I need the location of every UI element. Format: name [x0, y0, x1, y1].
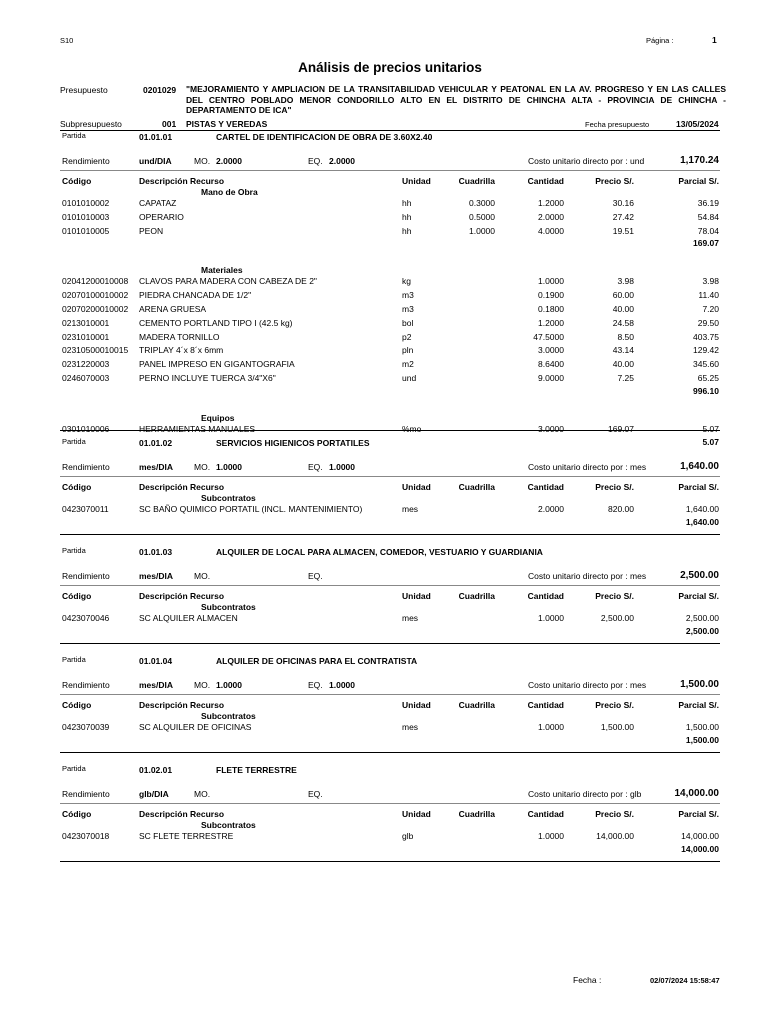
rendimiento-unit: mes/DIA [139, 680, 174, 690]
costo-unitario-label: Costo unitario directo por : glb [528, 789, 642, 799]
resource-precio: 8.50 [617, 331, 634, 342]
partida-code: 01.01.03 [139, 547, 173, 557]
resource-parcial: 3.98 [702, 276, 719, 287]
presupuesto-code: 0201029 [143, 85, 177, 95]
resource-codigo: 0231220003 [62, 359, 110, 370]
resource-codigo: 0301010006 [62, 423, 110, 434]
column-header-codigo: Código [62, 700, 92, 710]
resource-descripcion: CLAVOS PARA MADERA CON CABEZA DE 2" [139, 276, 317, 287]
costo-unitario-label: Costo unitario directo por : mes [528, 462, 647, 472]
column-header-cantidad: Cantidad [527, 176, 564, 186]
column-header-codigo: Código [62, 591, 92, 601]
eq-label: EQ. [308, 462, 323, 472]
resource-descripcion: SC FLETE TERRESTRE [139, 831, 234, 841]
resource-codigo: 0423070039 [62, 722, 110, 732]
resource-unidad: pln [402, 345, 414, 356]
resource-precio: 30.16 [612, 198, 634, 208]
resource-descripcion: PEON [139, 225, 164, 236]
resource-parcial: 36.19 [697, 198, 719, 208]
subpresupuesto-description: PISTAS Y VEREDAS [186, 119, 268, 129]
resource-cantidad: 2.0000 [538, 211, 564, 222]
resource-unidad: hh [402, 211, 412, 222]
resource-parcial: 14,000.00 [681, 831, 719, 841]
resource-parcial: 1,640.00 [685, 504, 719, 514]
resource-descripcion: SC ALQUILER DE OFICINAS [139, 722, 252, 732]
resource-precio: 7.25 [617, 373, 634, 383]
mo-label: MO. [194, 156, 211, 166]
resource-parcial: 65.25 [697, 373, 719, 383]
partida-bottom-divider [60, 643, 720, 644]
rendimiento-label: Rendimiento [62, 571, 110, 581]
resource-precio: 24.58 [612, 317, 634, 328]
mo-value: 1.0000 [216, 462, 242, 472]
group-subtotal: 1,640.00 [685, 516, 719, 527]
resource-descripcion: MADERA TORNILLO [139, 331, 220, 342]
resource-precio: 19.51 [612, 225, 634, 236]
resource-cantidad: 1.0000 [538, 831, 564, 841]
column-header-parcial: Parcial S/. [678, 809, 719, 819]
resource-descripcion: TRIPLAY 4´x 8´x 6mm [139, 345, 224, 356]
page-number: 1 [712, 35, 717, 45]
partida-name: ALQUILER DE OFICINAS PARA EL CONTRATISTA [216, 656, 418, 666]
column-header-cuadrilla: Cuadrilla [458, 591, 495, 601]
presupuesto-label: Presupuesto [60, 85, 108, 95]
mo-value: 1.0000 [216, 680, 242, 690]
group-subtotal: 5.07 [702, 436, 719, 447]
partida-label: Partida [62, 764, 86, 773]
partida-label: Partida [62, 546, 86, 555]
fecha-presupuesto-label: Fecha presupuesto [585, 120, 650, 129]
partida-label: Partida [62, 131, 86, 140]
column-header-codigo: Código [62, 176, 92, 186]
group-subtotal: 2,500.00 [685, 625, 719, 636]
column-header-cantidad: Cantidad [527, 591, 564, 601]
column-header-parcial: Parcial S/. [678, 176, 719, 186]
group-heading: Equipos [201, 412, 235, 423]
partida-bottom-divider [60, 430, 720, 431]
eq-value: 2.0000 [329, 156, 355, 166]
resource-precio: 60.00 [612, 290, 634, 301]
column-header-descripcion: Descripción Recurso [139, 591, 225, 601]
costo-unitario-label: Costo unitario directo por : mes [528, 571, 647, 581]
resource-descripcion: ARENA GRUESA [139, 304, 207, 314]
resource-parcial: 11.40 [698, 290, 719, 301]
resource-codigo: 0423070046 [62, 613, 110, 623]
resource-cuadrilla: 1.0000 [469, 225, 495, 236]
resource-unidad: mes [402, 722, 419, 732]
presupuesto-description: "MEJORAMIENTO Y AMPLIACION DE LA TRANSITABILIDAD VEHICULAR Y PEATONAL EN LA AV. PROGRESO Y EN LAS CALLES DEL CENTRO POBLADO MENOR CONDORILLO ALTO EN EL DISTRITO DE CHINCHA ALTA - PROVINCIA DE CHINCHA - DEPARTAMENTO DE ICA" [186, 84, 726, 115]
resource-precio: 1,500.00 [600, 722, 634, 732]
column-header-unidad: Unidad [402, 482, 431, 492]
column-header-parcial: Parcial S/. [678, 482, 719, 492]
resource-precio: 3.98 [617, 276, 634, 287]
header-divider [60, 130, 720, 131]
resource-cantidad: 1.0000 [538, 722, 564, 732]
rendimiento-unit: glb/DIA [139, 789, 169, 799]
group-subtotal: 169.07 [693, 238, 719, 249]
resource-cuadrilla: 0.5000 [469, 211, 495, 222]
partida-bottom-divider [60, 861, 720, 862]
eq-label: EQ. [308, 789, 323, 799]
column-header-parcial: Parcial S/. [678, 700, 719, 710]
mo-value: 2.0000 [216, 156, 242, 166]
resource-unidad: kg [402, 276, 411, 287]
mo-label: MO. [194, 789, 211, 799]
resource-parcial: 7.20 [702, 304, 719, 314]
column-header-unidad: Unidad [402, 176, 431, 186]
rendimiento-unit: mes/DIA [139, 462, 174, 472]
costo-unitario-label: Costo unitario directo por : mes [528, 680, 647, 690]
resource-codigo: 0101010003 [62, 211, 110, 222]
footer-fecha-value: 02/07/2024 15:58:47 [650, 976, 720, 985]
resource-unidad: mes [402, 504, 419, 514]
partida-separator [60, 694, 720, 695]
column-header-unidad: Unidad [402, 591, 431, 601]
rendimiento-label: Rendimiento [62, 462, 110, 472]
resource-parcial: 29.50 [697, 317, 719, 328]
partida-label: Partida [62, 655, 86, 664]
resource-cantidad: 0.1900 [538, 290, 564, 301]
resource-descripcion: PERNO INCLUYE TUERCA 3/4"X6" [139, 373, 276, 383]
group-heading: Mano de Obra [201, 187, 258, 197]
column-header-descripcion: Descripción Recurso [139, 809, 225, 819]
resource-parcial: 403.75 [693, 331, 719, 342]
costo-unitario-value: 1,640.00 [680, 461, 719, 472]
rendimiento-label: Rendimiento [62, 789, 110, 799]
resource-codigo: 0213010001 [62, 317, 110, 328]
group-subtotal: 1,500.00 [685, 734, 719, 745]
resource-precio: 169.07 [608, 423, 634, 434]
resource-descripcion: PANEL IMPRESO EN GIGANTOGRAFIA [139, 359, 295, 370]
partida-separator [60, 585, 720, 586]
resource-cantidad: 3.0000 [538, 423, 564, 434]
resource-codigo: 02070200010002 [62, 304, 129, 314]
system-code: S10 [60, 36, 74, 45]
rendimiento-label: Rendimiento [62, 156, 110, 166]
resource-parcial: 2,500.00 [685, 613, 719, 623]
partida-separator [60, 803, 720, 804]
column-header-codigo: Código [62, 809, 92, 819]
resource-codigo: 02310500010015 [62, 345, 129, 356]
column-header-cantidad: Cantidad [527, 482, 564, 492]
subpresupuesto-code: 001 [162, 119, 177, 129]
resource-codigo: 0423070018 [62, 831, 110, 841]
costo-unitario-label: Costo unitario directo por : und [528, 156, 645, 166]
resource-cantidad: 3.0000 [538, 345, 564, 356]
column-header-cuadrilla: Cuadrilla [458, 700, 495, 710]
column-header-cuadrilla: Cuadrilla [458, 176, 495, 186]
group-heading: Subcontratos [201, 493, 256, 503]
resource-unidad: m2 [402, 359, 414, 370]
resource-descripcion: PIEDRA CHANCADA DE 1/2" [139, 290, 252, 301]
resource-unidad: bol [402, 317, 414, 328]
partida-name: SERVICIOS HIGIENICOS PORTATILES [216, 438, 370, 448]
resource-cantidad: 1.2000 [538, 317, 564, 328]
page-title: Análisis de precios unitarios [298, 60, 482, 75]
rendimiento-unit: mes/DIA [139, 571, 174, 581]
partida-bottom-divider [60, 752, 720, 753]
resource-cuadrilla: 0.3000 [469, 198, 495, 208]
column-header-precio: Precio S/. [595, 700, 634, 710]
partida-label: Partida [62, 437, 86, 446]
resource-descripcion: CAPATAZ [139, 198, 177, 208]
partida-name: ALQUILER DE LOCAL PARA ALMACEN, COMEDOR, VESTUARIO Y GUARDIANIA [216, 547, 543, 557]
eq-value: 1.0000 [329, 680, 355, 690]
partida-code: 01.01.02 [139, 438, 173, 448]
partida-separator [60, 476, 720, 477]
resource-parcial: 129.42 [693, 345, 719, 356]
column-header-precio: Precio S/. [595, 809, 634, 819]
resource-precio: 2,500.00 [600, 613, 634, 623]
partida-code: 01.02.01 [139, 765, 173, 775]
resource-descripcion: CEMENTO PORTLAND TIPO I (42.5 kg) [139, 317, 293, 328]
resource-parcial: 5.07 [702, 423, 719, 434]
resource-cantidad: 2.0000 [538, 504, 564, 514]
mo-label: MO. [194, 571, 211, 581]
rendimiento-unit: und/DIA [139, 156, 172, 166]
resource-unidad: mes [402, 613, 419, 623]
mo-label: MO. [194, 680, 211, 690]
resource-precio: 27.42 [612, 211, 634, 222]
fecha-presupuesto-value: 13/05/2024 [676, 119, 719, 129]
resource-parcial: 345.60 [693, 359, 719, 370]
resource-precio: 40.00 [612, 304, 634, 314]
resource-unidad: glb [402, 831, 414, 841]
resource-precio: 43.14 [612, 345, 634, 356]
costo-unitario-value: 1,500.00 [680, 679, 719, 690]
resource-codigo: 02041200010008 [62, 276, 129, 287]
resource-precio: 820.00 [608, 504, 634, 514]
resource-cantidad: 4.0000 [538, 225, 564, 236]
resource-codigo: 0231010001 [62, 331, 110, 342]
column-header-precio: Precio S/. [595, 591, 634, 601]
column-header-descripcion: Descripción Recurso [139, 700, 225, 710]
group-heading: Subcontratos [201, 820, 256, 830]
costo-unitario-value: 14,000.00 [674, 788, 719, 799]
costo-unitario-value: 2,500.00 [680, 570, 719, 581]
partida-name: CARTEL DE IDENTIFICACION DE OBRA DE 3.60X2.40 [216, 132, 433, 142]
column-header-unidad: Unidad [402, 809, 431, 819]
column-header-cantidad: Cantidad [527, 700, 564, 710]
group-heading: Materiales [201, 265, 243, 276]
resource-parcial: 54.84 [697, 211, 719, 222]
resource-codigo: 02070100010002 [62, 290, 129, 301]
resource-cantidad: 1.2000 [538, 198, 564, 208]
resource-codigo: 0101010002 [62, 198, 110, 208]
partida-separator [60, 170, 720, 171]
column-header-unidad: Unidad [402, 700, 431, 710]
resource-parcial: 78.04 [697, 225, 719, 236]
resource-cantidad: 8.6400 [538, 359, 564, 370]
partida-code: 01.01.01 [139, 132, 173, 142]
mo-label: MO. [194, 462, 211, 472]
resource-unidad: hh [402, 225, 412, 236]
group-heading: Subcontratos [201, 602, 256, 612]
resource-cantidad: 47.5000 [533, 331, 564, 342]
eq-label: EQ. [308, 680, 323, 690]
column-header-precio: Precio S/. [595, 482, 634, 492]
costo-unitario-value: 1,170.24 [680, 155, 719, 166]
column-header-cantidad: Cantidad [527, 809, 564, 819]
resource-unidad: %mo [402, 423, 422, 434]
group-subtotal: 14,000.00 [681, 843, 719, 854]
resource-cantidad: 1.0000 [538, 276, 564, 287]
resource-unidad: hh [402, 198, 412, 208]
column-header-cuadrilla: Cuadrilla [458, 809, 495, 819]
resource-cantidad: 9.0000 [538, 373, 564, 383]
page-label: Página : [646, 36, 674, 45]
partida-code: 01.01.04 [139, 656, 173, 666]
column-header-precio: Precio S/. [595, 176, 634, 186]
group-heading: Subcontratos [201, 711, 256, 721]
column-header-codigo: Código [62, 482, 92, 492]
resource-unidad: m3 [402, 304, 414, 314]
resource-descripcion: SC ALQUILER ALMACEN [139, 613, 238, 623]
resource-codigo: 0101010005 [62, 225, 110, 236]
column-header-cuadrilla: Cuadrilla [458, 482, 495, 492]
partida-bottom-divider [60, 534, 720, 535]
resource-cantidad: 1.0000 [538, 613, 564, 623]
resource-parcial: 1,500.00 [685, 722, 719, 732]
eq-value: 1.0000 [329, 462, 355, 472]
resource-codigo: 0246070003 [62, 373, 110, 383]
column-header-parcial: Parcial S/. [678, 591, 719, 601]
eq-label: EQ. [308, 156, 323, 166]
resource-codigo: 0423070011 [62, 504, 109, 514]
subpresupuesto-label: Subpresupuesto [60, 119, 122, 129]
resource-unidad: und [402, 373, 417, 383]
eq-label: EQ. [308, 571, 323, 581]
resource-descripcion: HERRAMIENTAS MANUALES [139, 423, 256, 434]
resource-precio: 40.00 [612, 359, 634, 370]
resource-descripcion: OPERARIO [139, 211, 184, 222]
rendimiento-label: Rendimiento [62, 680, 110, 690]
partida-name: FLETE TERRESTRE [216, 765, 297, 775]
resource-unidad: p2 [402, 331, 412, 342]
column-header-descripcion: Descripción Recurso [139, 482, 225, 492]
resource-unidad: m3 [402, 290, 414, 301]
resource-precio: 14,000.00 [596, 831, 634, 841]
resource-cantidad: 0.1800 [538, 304, 564, 314]
column-header-descripcion: Descripción Recurso [139, 176, 225, 186]
resource-descripcion: SC BAÑO QUIMICO PORTATIL (INCL. MANTENIMIENTO) [139, 504, 363, 514]
footer-fecha-label: Fecha : [573, 975, 602, 985]
group-subtotal: 996.10 [693, 385, 719, 396]
